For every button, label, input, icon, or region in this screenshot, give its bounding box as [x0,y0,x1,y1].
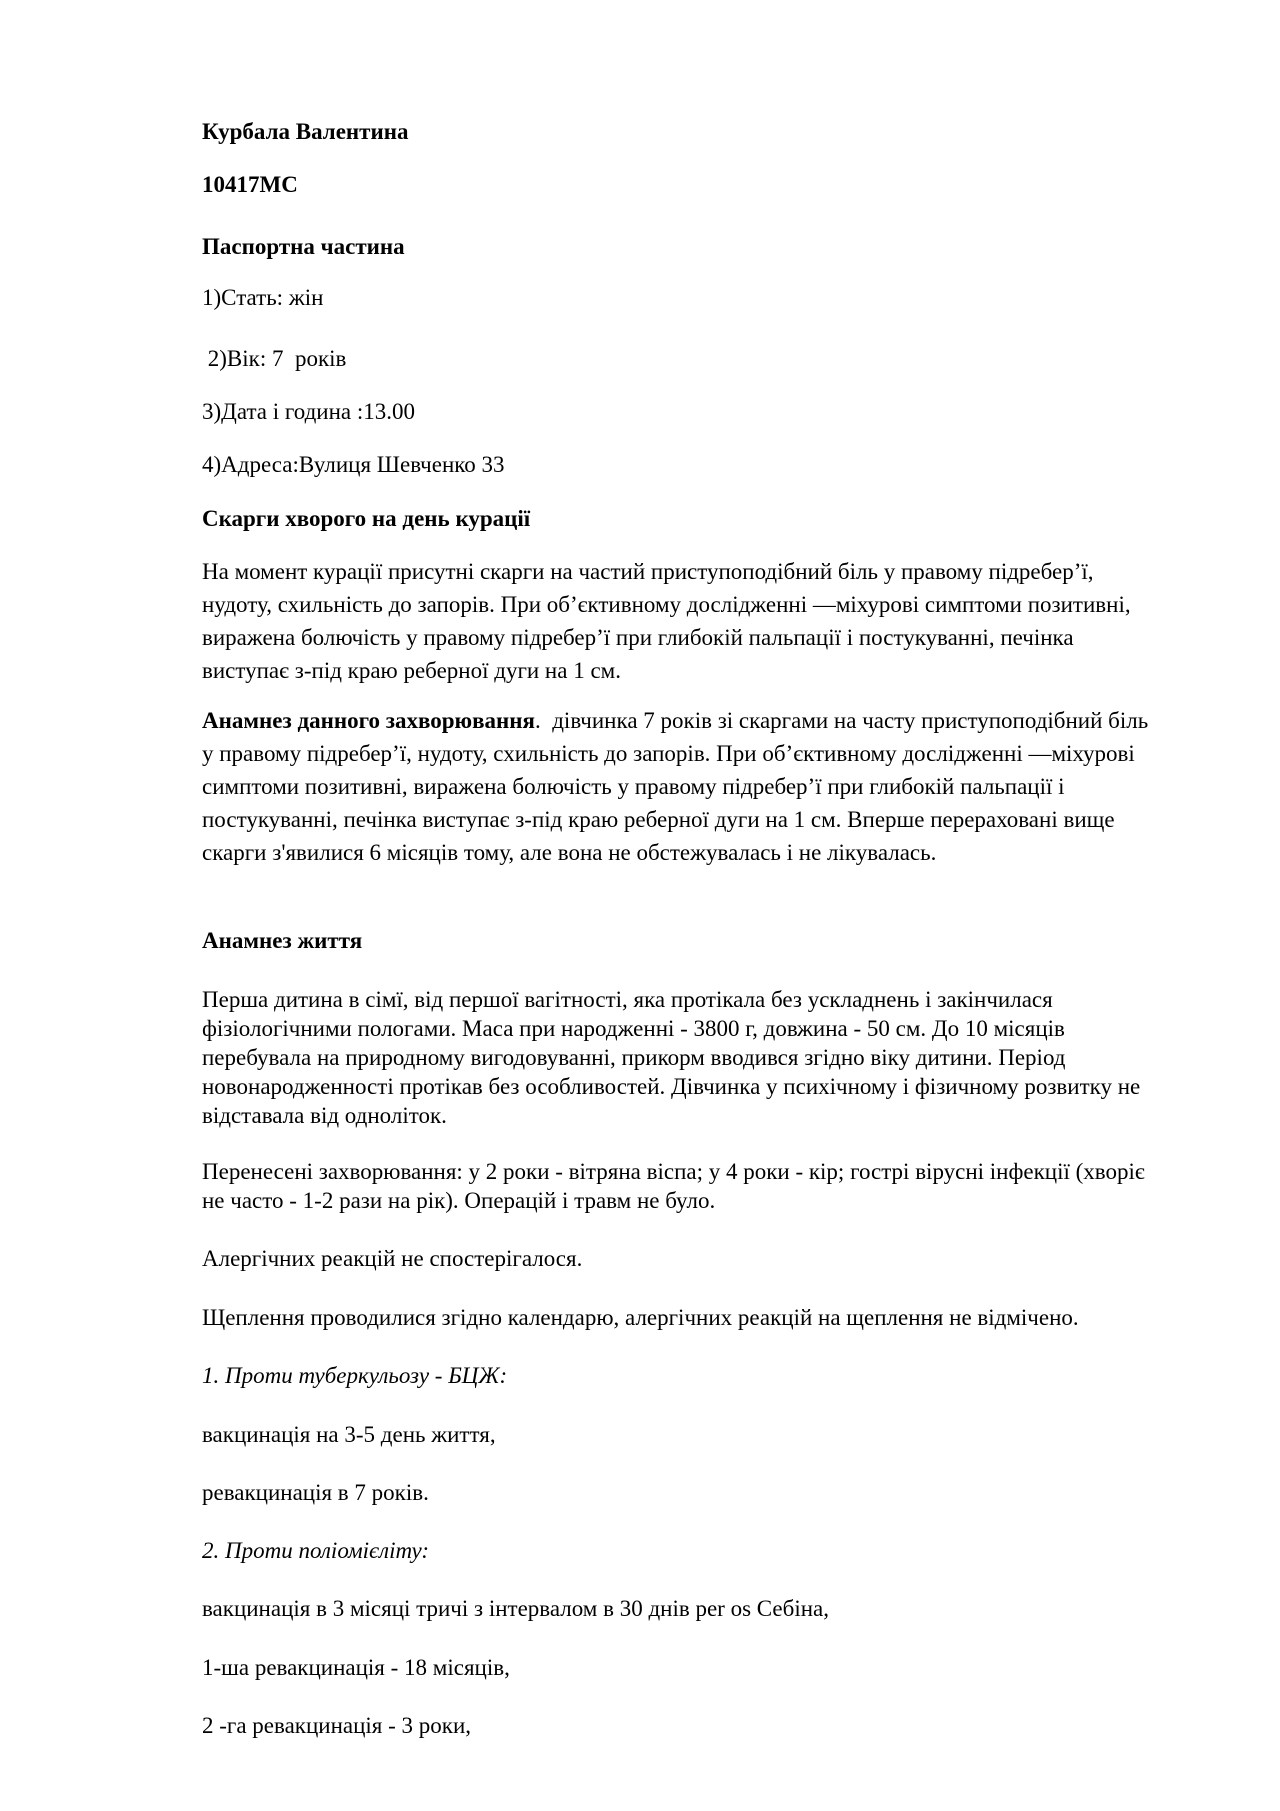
life-history-paragraph-2: Перенесені захворювання: у 2 роки - вітряна віспа; у 4 роки - кір; гострі вірусні інфекції (хворіє не часто - 1-2 рази на рік). Операцій і травм не було. [202,1159,1145,1213]
tb-vaccination-line-1: вакцинація на 3-5 день життя, [202,1422,496,1447]
polio-vaccination-line-3: 2 -га ревакцинація - 3 роки, [202,1713,472,1738]
disease-history-text: дівчинка 7 років зі скаргами на часту приступоподібний біль у правому підребер’ї, нудоту, схильність до запорів. При об’єктивному дослідженні —міхурові симптоми позитивні, виражена болючість у правому підребер’ї при глибокій пальпації і постукуванні, печінка виступає з-під краю реберної дуги на 1 см. Вперше перераховані вище скарги з'явилися 6 місяців тому, але вона не обстежувалась і не лікувалась. [202,708,1154,865]
passport-age: 2)Вік: 7 років [202,346,347,371]
patient-name: Курбала Валентина [202,119,409,144]
life-history-paragraph-4: Щеплення проводилися згідно календарю, алергічних реакцій на щеплення не відмічено. [202,1305,1079,1330]
complaints-heading: Скарги хворого на день курації [202,506,531,531]
polio-vaccination-line-1: вакцинація в 3 місяці тричі з інтервалом в 30 днів per os Себіна, [202,1596,829,1621]
life-history-heading: Анамнез життя [202,928,363,953]
tb-vaccination-line-2: ревакцинація в 7 років. [202,1480,429,1505]
passport-heading: Паспортна частина [202,234,405,259]
life-history-paragraph-1: Перша дитина в сімї, від першої вагітності, яка протікала без ускладнень і закінчилася фізіологічними пологами. Маса при народженні - 3800 г, довжина - 50 см. До 10 місяців перебувала на природному вигодовуванні, прикорм вводився згідно віку дитини. Період новонародженності протікав без особливостей. Дівчинка у психічному і фізичному розвитку не відставала від одноліток. [202,987,1141,1128]
polio-vaccination-heading: 2. Проти поліомієліту: [202,1538,430,1563]
passport-sex: 1)Стать: жін [202,285,324,310]
passport-address: 4)Адреса:Вулиця Шевченко 33 [202,452,505,477]
life-history-paragraph-3: Алергічних реакцій не спостерігалося. [202,1246,583,1271]
complaints-text: На момент курації присутні скарги на частий приступоподібний біль у правому підребер’ї, нудоту, схильність до запорів. При об’єктивному дослідженні —міхурові симптоми позитивні, виражена болючість у правому підребер’ї при глибокій пальпації і постукуванні, печінка виступає з-під краю реберної дуги на 1 см. [202,559,1131,683]
disease-history-heading: Анамнез данного захворювання [202,708,535,733]
tb-vaccination-heading: 1. Проти туберкульозу - БЦЖ: [202,1363,508,1388]
passport-datetime: 3)Дата і година :13.00 [202,399,416,424]
group-code: 10417МС [202,172,298,197]
disease-history-heading-dot: . [534,708,541,733]
polio-vaccination-line-2: 1-ша ревакцинація - 18 місяців, [202,1655,510,1680]
disease-history-paragraph [202,704,1162,869]
